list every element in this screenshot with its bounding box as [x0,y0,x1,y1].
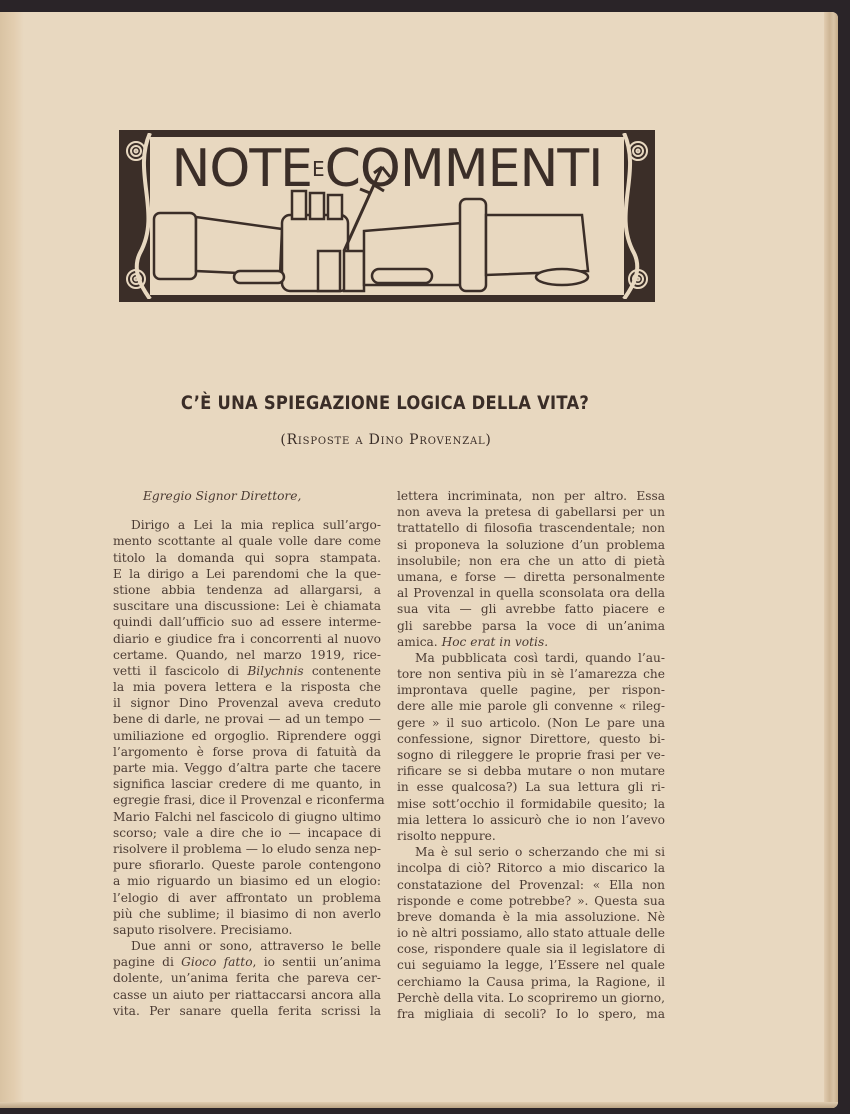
scroll-roll-upright [460,199,486,291]
scroll-end-right [536,269,588,285]
salutation: Egregio Signor Direttore, [143,489,302,503]
text-line: amica. Hoc erat in votis. [397,634,549,649]
text-line: cui seguiamo la legge, l’Essere nel quale [397,958,665,973]
text-line: non aveva la pretesa di gabellarsi per un [397,505,665,520]
text-line: bene di darle, ne provai — ad un tempo — [113,712,381,727]
left-column [113,488,385,1019]
text-line: breve domanda è la mia assoluzione. Nè [397,909,665,924]
text-line: l’elogio di aver affrontato un problema [113,890,381,905]
gutter-shadow [0,12,24,1108]
text-line: al Provenzal in quella sconsolata ora della [397,586,665,601]
text-line: Dirigo a Lei la mia replica sull’argo- [131,518,381,533]
text-line: sogno di rileggere le proprie frasi per ve- [397,748,665,762]
text-line: pagine di Gioco fatto, io sentii un’anima [113,955,382,970]
text-line: risponde e come potrebbe? ». Questa sua [397,893,665,908]
text-line: incolpa di ciò? Ritorco a mio discarico la [397,861,665,876]
banner-word-e: E [311,157,325,181]
text-line: Ma pubblicata così tardi, quando l’au- [415,650,665,665]
text-line: Ma è sul serio o scherzando che mi si [415,845,665,860]
text-line: sua vita — gli avrebbe fatto piacere e [397,602,665,617]
text-line: gere » il suo articolo. (Non Le pare una [397,715,665,730]
header-banner [119,130,655,302]
text-line: Mario Falchi nel fascicolo di giugno ultimo [113,809,381,824]
text-line: confessione, signor Direttore, questo bi- [397,731,665,746]
text-line: vita. Per sanare quella ferita scrissi la [113,1003,381,1018]
text-line: vetti il fascicolo di Bilychnis contenente [113,663,381,678]
inkwell-2 [344,251,364,291]
text-line: mento scottante al quale volle dare come [113,534,381,549]
spiral-ornament-top-right [629,142,647,160]
text-line: il signor Dino Provenzal aveva creduto [113,696,381,711]
text-line: titolo la domanda qui sopra stampata. [113,550,381,565]
scroll-sheet-right [486,215,588,275]
text-line: l’argomento è forse prova di fatuità da [113,744,381,759]
left-column-text [113,517,385,1019]
text-line: umiliazione ed orgoglio. Riprendere oggi [113,728,381,743]
text-line: cose, rispondere quale sia il legislatore di [397,942,665,957]
text-line: dere alle mie parole gli convenne « rileg- [397,699,665,714]
right-column-text [397,488,665,1022]
text-line: dolente, un’anima ferita che pareva cer- [113,971,381,986]
text-line: diario e giudice fra i concorrenti al nuovo [113,631,381,646]
text-line: E la dirigo a Lei parendomi che la que- [113,566,381,581]
text-line: risolvere il problema — lo eludo senza nep- [113,841,381,856]
banner-word-commenti: COMMENTI [324,139,603,199]
text-line: si proponeva la soluzione d’un problema [397,537,665,552]
text-line: constatazione del Provenzal: « Ella non [397,877,665,892]
scroll-small-rolled [234,271,284,283]
article-title: C’È UNA SPIEGAZIONE LOGICA DELLA VITA? [180,392,590,414]
right-column [397,488,665,1022]
page-edge-bottom [0,1102,838,1108]
text-line: la mia povera lettera e la risposta che [113,680,381,695]
text-line: tore non sentiva più in sè l’amarezza che [397,667,665,682]
text-line: io nè altri possiamo, allo stato attuale delle [397,926,665,941]
text-line: insolubile; non era che un atto di pietà [397,553,665,568]
text-line: in esse qualcosa?) La sua lettura gli ri- [397,780,665,795]
text-line: quindi dall’ufficio suo ad essere interme- [113,615,381,630]
text-line: stione abbia tendenza ad allargarsi, a [113,582,381,597]
inkwell-1 [318,251,340,291]
text-line: gli sarebbe parsa la voce di un’anima [397,618,665,633]
text-line: trattatello di filosofia trascendentale; non [397,521,665,536]
page-edge-right [824,12,838,1108]
text-line: rificare se si debba mutare o non mutare [397,764,665,779]
article-subtitle: (Risposte a Dino Provenzal) [280,432,492,448]
text-line: risolto neppure. [397,828,496,843]
banner-title [158,139,616,199]
text-line: certame. Quando, nel marzo 1919, rice- [113,647,381,662]
text-line: pure sfiorarlo. Queste parole contengono [113,858,381,873]
text-line: parte mia. Veggo d’altra parte che tacere [113,761,381,776]
scroll-roll-left [154,213,196,279]
text-line: lettera incriminata, non per altro. Essa [397,489,665,503]
text-line: scorso; vale a dire che io — incapace di [113,825,381,840]
text-line: suscitare una discussione: Lei è chiamata [113,599,381,614]
scroll-sheet-left [196,217,282,275]
text-line: fra migliaia di secoli? Io lo spero, ma [397,1007,665,1021]
spiral-ornament-top-left [127,142,145,160]
pen-holder-2 [310,193,324,219]
text-line: umana, e forse — diretta personalmente [397,569,665,584]
text-line: casse un aiuto per riattaccarsi ancora alla [113,987,381,1002]
banner-word-note: NOTE [171,139,312,199]
text-line: a mio riguardo un biasimo ed un elogio: [113,874,381,889]
text-line: improntava quelle pagine, per rispon- [397,683,665,698]
text-line: egregie frasi, dice il Provenzal e riconferma [113,793,385,808]
text-line: Perchè della vita. Lo scopriremo un giorno, [397,990,665,1005]
text-line: cerchiamo la Causa prima, la Ragione, il [397,974,665,989]
text-line: Due anni or sono, attraverso le belle [131,939,381,954]
scroll-small-rolled-2 [372,269,432,283]
text-line: saputo risolvere. Precisiamo. [113,922,293,937]
text-line: mise sott’occhio il formidabile quesito; la [397,796,665,811]
text-line: mia lettera lo assicurò che io non l’avevo [397,812,665,827]
text-line: più che sublime; il biasimo di non averlo [113,906,381,921]
text-line: significa lasciar credere di me quanto, in [113,777,381,792]
